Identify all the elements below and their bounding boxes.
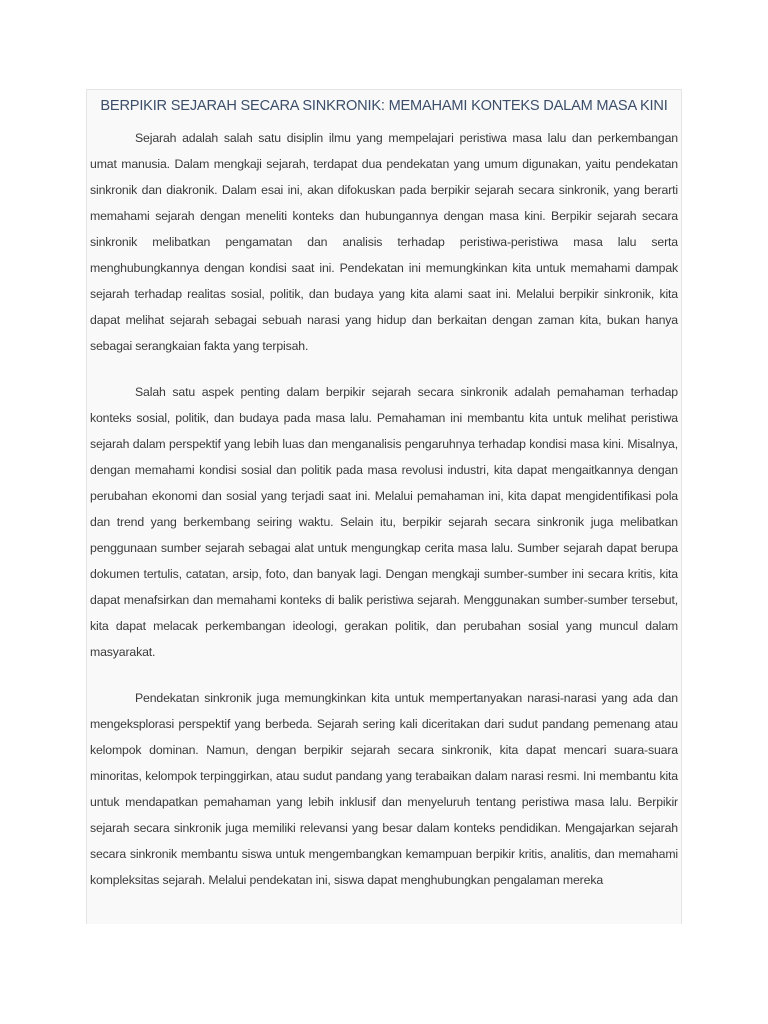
paragraph-3: Pendekatan sinkronik juga memungkinkan kita untuk mempertanyakan narasi-narasi yang ada dan mengeksplorasi perspektif yang berbeda. Sejarah sering kali diceritakan dari sudut pandang pemenang atau kelompok dominan. Namun, dengan berpikir sejarah secara sinkronik, kita dapat mencari suara-suara minoritas, kelompok terpinggirkan, atau sudut pandang yang terabaikan dalam narasi resmi. Ini membantu kita untuk mendapatkan pemahaman yang lebih inklusif dan menyeluruh tentang peristiwa masa lalu. Berpikir sejarah secara sinkronik juga memiliki relevansi yang besar dalam konteks pendidikan. Mengajarkan sejarah secara sinkronik membantu siswa untuk mengembangkan kemampuan berpikir kritis, analitis, dan memahami kompleksitas sejarah. Melalui pendekatan ini, siswa dapat menghubungkan pengalaman mereka [90, 691, 678, 887]
document-title: BERPIKIR SEJARAH SECARA SINKRONIK: MEMAHAMI KONTEKS DALAM MASA KINI [100, 98, 668, 114]
paragraph-1: Sejarah adalah salah satu disiplin ilmu yang mempelajari peristiwa masa lalu dan perkembangan umat manusia. Dalam mengkaji sejarah, terdapat dua pendekatan yang umum digunakan, yaitu pendekatan sinkronik dan diakronik. Dalam esai ini, akan difokuskan pada berpikir sejarah secara sinkronik, yang berarti memahami sejarah dengan meneliti konteks dan hubungannya dengan masa kini. Berpikir sejarah secara sinkronik melibatkan pengamatan dan analisis terhadap peristiwa-peristiwa masa lalu serta menghubungkannya dengan kondisi saat ini. Pendekatan ini memungkinkan kita untuk memahami dampak sejarah terhadap realitas sosial, politik, dan budaya yang kita alami saat ini. Melalui berpikir sinkronik, kita dapat melihat sejarah sebagai sebuah narasi yang hidup dan berkaitan dengan zaman kita, bukan hanya sebagai serangkaian fakta yang terpisah. [90, 131, 678, 353]
document-body [90, 125, 678, 913]
document-page [86, 89, 682, 924]
paragraph-2: Salah satu aspek penting dalam berpikir sejarah secara sinkronik adalah pemahaman terhadap konteks sosial, politik, dan budaya pada masa lalu. Pemahaman ini membantu kita untuk melihat peristiwa sejarah dalam perspektif yang lebih luas dan menganalisis pengaruhnya terhadap kondisi masa kini. Misalnya, dengan memahami kondisi sosial dan politik pada masa revolusi industri, kita dapat mengaitkannya dengan perubahan ekonomi dan sosial yang terjadi saat ini. Melalui pemahaman ini, kita dapat mengidentifikasi pola dan trend yang berkembang seiring waktu. Selain itu, berpikir sejarah secara sinkronik juga melibatkan penggunaan sumber sejarah sebagai alat untuk mengungkap cerita masa lalu. Sumber sejarah dapat berupa dokumen tertulis, catatan, arsip, foto, dan banyak lagi. Dengan mengkaji sumber-sumber ini secara kritis, kita dapat menafsirkan dan memahami konteks di balik peristiwa sejarah. Menggunakan sumber-sumber tersebut, kita dapat melacak perkembangan ideologi, gerakan politik, dan perubahan sosial yang muncul dalam masyarakat. [90, 385, 678, 659]
